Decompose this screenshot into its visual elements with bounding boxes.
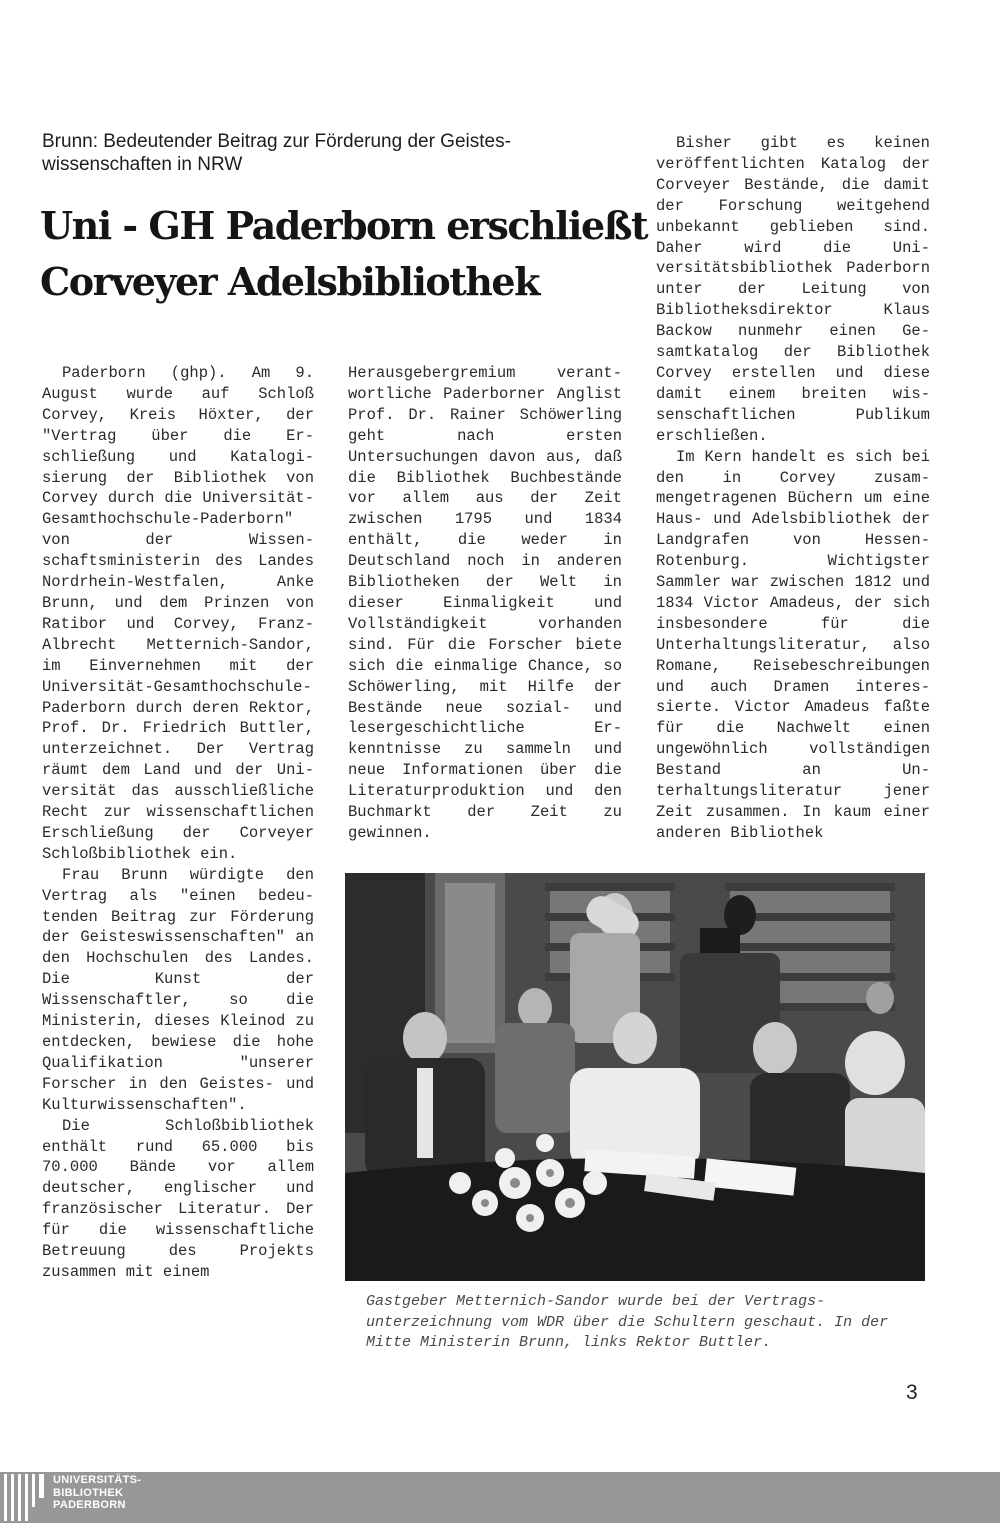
col1-paragraph-3: Die Schloßbibliothek enthält rund 65.000 bis 70.000 Bände vor allem deutscher, englischer und französischer Literatur. Der für die wissenschaftliche Betreuung des Projekts zusammen mit einem [42,1116,314,1281]
library-name-line-3: PADERBORN [53,1499,126,1511]
col3-paragraph-1: Bisher gibt es keinen veröffentlichten Katalog der Corveyer Bestände, die damit der Forschung weitgehend unbekannt geblieben sind. Daher wird die Universitätsbibliothek Paderborn unter der Leitung von Bibliotheksdirektor Klaus Backow nunmehr einen Gesamtkatalog der Bibliothek Corvey erstellen und diese damit einem breiten wissenschaftlichen Publikum erschließen. [656,134,930,445]
library-name-line-2: BIBLIOTHEK [53,1486,124,1499]
article-column-2 [348,363,622,844]
article-column-1 [42,363,314,1283]
article-column-3 [656,133,930,844]
signing-ceremony-photo [345,873,925,1281]
col1-paragraph-2: Frau Brunn würdigte den Vertrag als "einen bedeutenden Beitrag zur Förderung der Geisteswissenschaften" an den Hochschulen des Landes. Die Kunst der Wissenschaftler, so die Ministerin, dieses Kleinod zu entdecken, bewiese die hohe Qualifikation "unserer Forscher in den Geistes- und Kulturwissenschaften". [42,865,314,1114]
photo-illustration [345,873,925,1281]
library-name [53,1474,141,1512]
col1-paragraph-1: Paderborn (ghp). Am 9. August wurde auf Schloß Corvey, Kreis Höxter, der "Vertrag über die Erschließung und Katalogisierung der Bibliothek von Corvey durch die Universität-Gesamthochschule-Paderborn" von der Wissenschaftsministerin des Landes Nordrhein-Westfalen, Anke Brunn, und dem Prinzen von Ratibor und Corvey, Franz-Albrecht Metternich-Sandor, im Einvernehmen mit der Universität-Gesamthochschule-Paderborn durch deren Rektor, Prof. Dr. Friedrich Buttler, unterzeichnet. Der Vertrag räumt dem Land und der Universität das ausschließliche Recht zur wissenschaftlichen Erschließung der Corveyer Schloßbibliothek ein. [42,364,314,863]
article-kicker: Brunn: Bedeutender Beitrag zur Förderung der Geistes-wissenschaften in NRW [42,131,511,175]
photo-caption: Gastgeber Metternich-Sandor wurde bei der Vertrags-unterzeichnung vom WDR über die Schultern geschaut. In der Mitte Ministerin Brunn, links Rektor Buttler. [366,1293,889,1351]
col3-paragraph-2: Im Kern handelt es sich bei den in Corvey zusammengetragenen Büchern um eine Haus- und Adelsbibliothek der Landgrafen von Hessen-Rotenburg. Wichtigster Sammler war zwischen 1812 und 1834 Victor Amadeus, der sich insbesondere für die Unterhaltungsliteratur, also Romane, Reisebeschreibungen und auch Dramen interessierte. Victor Amadeus faßte für die Nachwelt einen ungewöhnlich vollständigen Bestand an Unterhaltungsliteratur jener Zeit zusammen. In kaum einer anderen Bibliothek [656,447,930,842]
library-logo-icon [4,1474,48,1521]
library-footer-bar [0,1472,1000,1523]
library-name-line-1: UNIVERSITÄTS- [53,1474,142,1486]
article-headline: Uni - GH Paderborn erschließt Corveyer Adelsbibliothek [40,203,648,304]
col2-paragraph-1: Herausgebergremium verantwortliche Paderborner Anglist Prof. Dr. Rainer Schöwerling geht nach ersten Untersuchungen davon aus, daß die Bibliothek Buchbestände vor allem aus der Zeit zwischen 1795 und 1834 enthält, die weder in Deutschland noch in anderen Bibliotheken der Welt in dieser Einmaligkeit und Vollständigkeit vorhanden sind. Für die Forscher biete sich die einmalige Chance, so Schöwerling, mit Hilfe der Bestände neue sozial- und lesergeschichtliche Erkenntnisse zu sammeln und neue Informationen über die Literaturproduktion und den Buchmarkt der Zeit zu gewinnen. [348,364,622,842]
page-number: 3 [906,1381,918,1404]
